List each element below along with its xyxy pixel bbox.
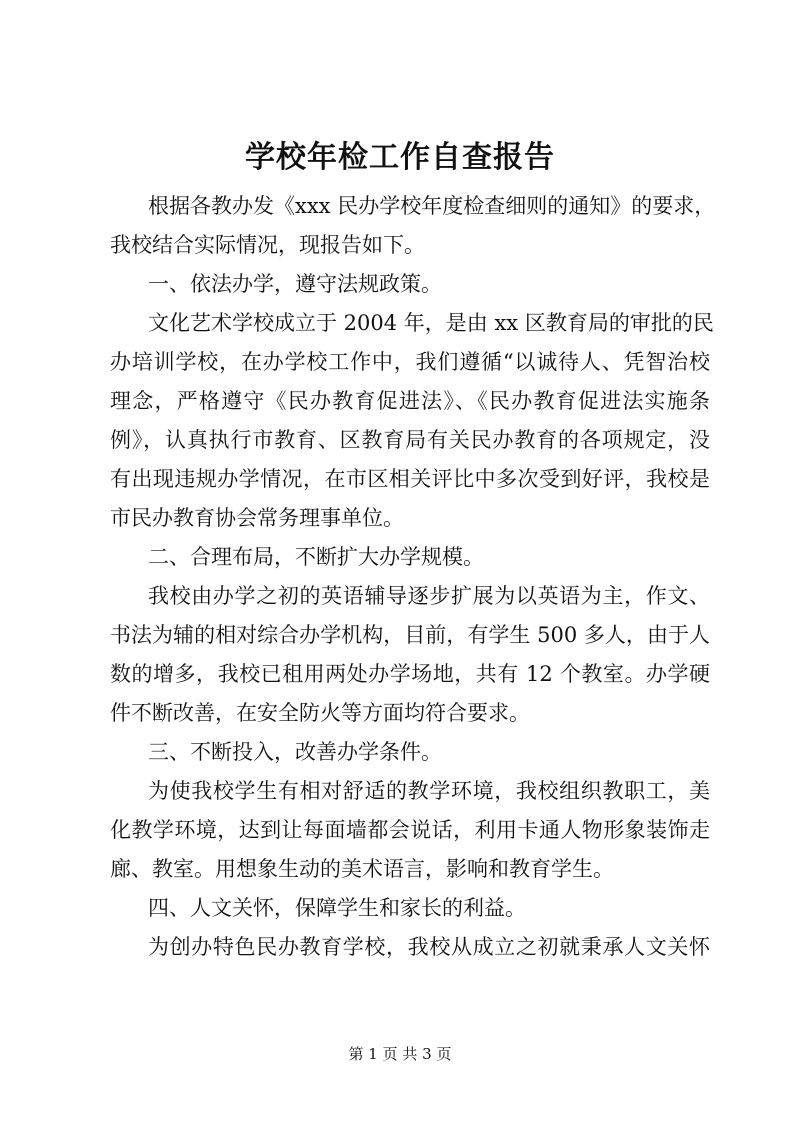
paragraph-line: 化教学环境，达到让每面墙都会说话，利用卡通人物形象装饰走: [110, 818, 710, 842]
paragraph-line: 我校结合实际情况，现报告如下。: [110, 233, 425, 257]
section-heading: 四、人文关怀，保障学生和家长的利益。: [148, 896, 526, 920]
paragraph-line: 有出现违规办学情况，在市区相关评比中多次受到好评，我校是: [110, 467, 710, 491]
paragraph-line: 我校由办学之初的英语辅导逐步扩展为以英语为主，作文、: [148, 584, 710, 608]
paragraph-line: 件不断改善，在安全防火等方面均符合要求。: [110, 701, 530, 725]
paragraph-line: 理念，严格遵守《民办教育促进法》、《民办教育促进法实施条: [110, 389, 710, 413]
page-footer: 第 1 页 共 3 页: [348, 1045, 452, 1063]
paragraph-line: 例》，认真执行市教育、区教育局有关民办教育的各项规定，没: [110, 428, 710, 452]
paragraph-line: 书法为辅的相对综合办学机构，目前，有学生 500 多人，由于人: [110, 623, 710, 647]
paragraph-line: 根据各教办发《xxx 民办学校年度检查细则的通知》的要求，: [148, 194, 716, 218]
paragraph-line: 文化艺术学校成立于 2004 年，是由 xx 区教育局的审批的民: [148, 311, 714, 335]
document-body: [110, 187, 716, 967]
section-heading: 三、不断投入，改善办学条件。: [148, 740, 442, 764]
paragraph-line: 为使我校学生有相对舒适的教学环境，我校组织教职工，美: [148, 779, 710, 803]
paragraph-line: 数的增多，我校已租用两处办学场地，共有 12 个教室。办学硬: [110, 662, 710, 686]
section-heading: 一、依法办学，遵守法规政策。: [148, 272, 442, 296]
paragraph-line: 廊、教室。用想象生动的美术语言，影响和教育学生。: [110, 857, 614, 881]
paragraph-line: 市民办教育协会常务理事单位。: [110, 506, 404, 530]
document-title: 学校年检工作自查报告: [245, 140, 555, 175]
section-heading: 二、合理布局，不断扩大办学规模。: [148, 545, 484, 569]
paragraph-line: 办培训学校，在办学校工作中，我们遵循“以诚待人、凭智治校: [110, 350, 710, 374]
paragraph-line: 为创办特色民办教育学校，我校从成立之初就秉承人文关怀: [148, 935, 710, 959]
